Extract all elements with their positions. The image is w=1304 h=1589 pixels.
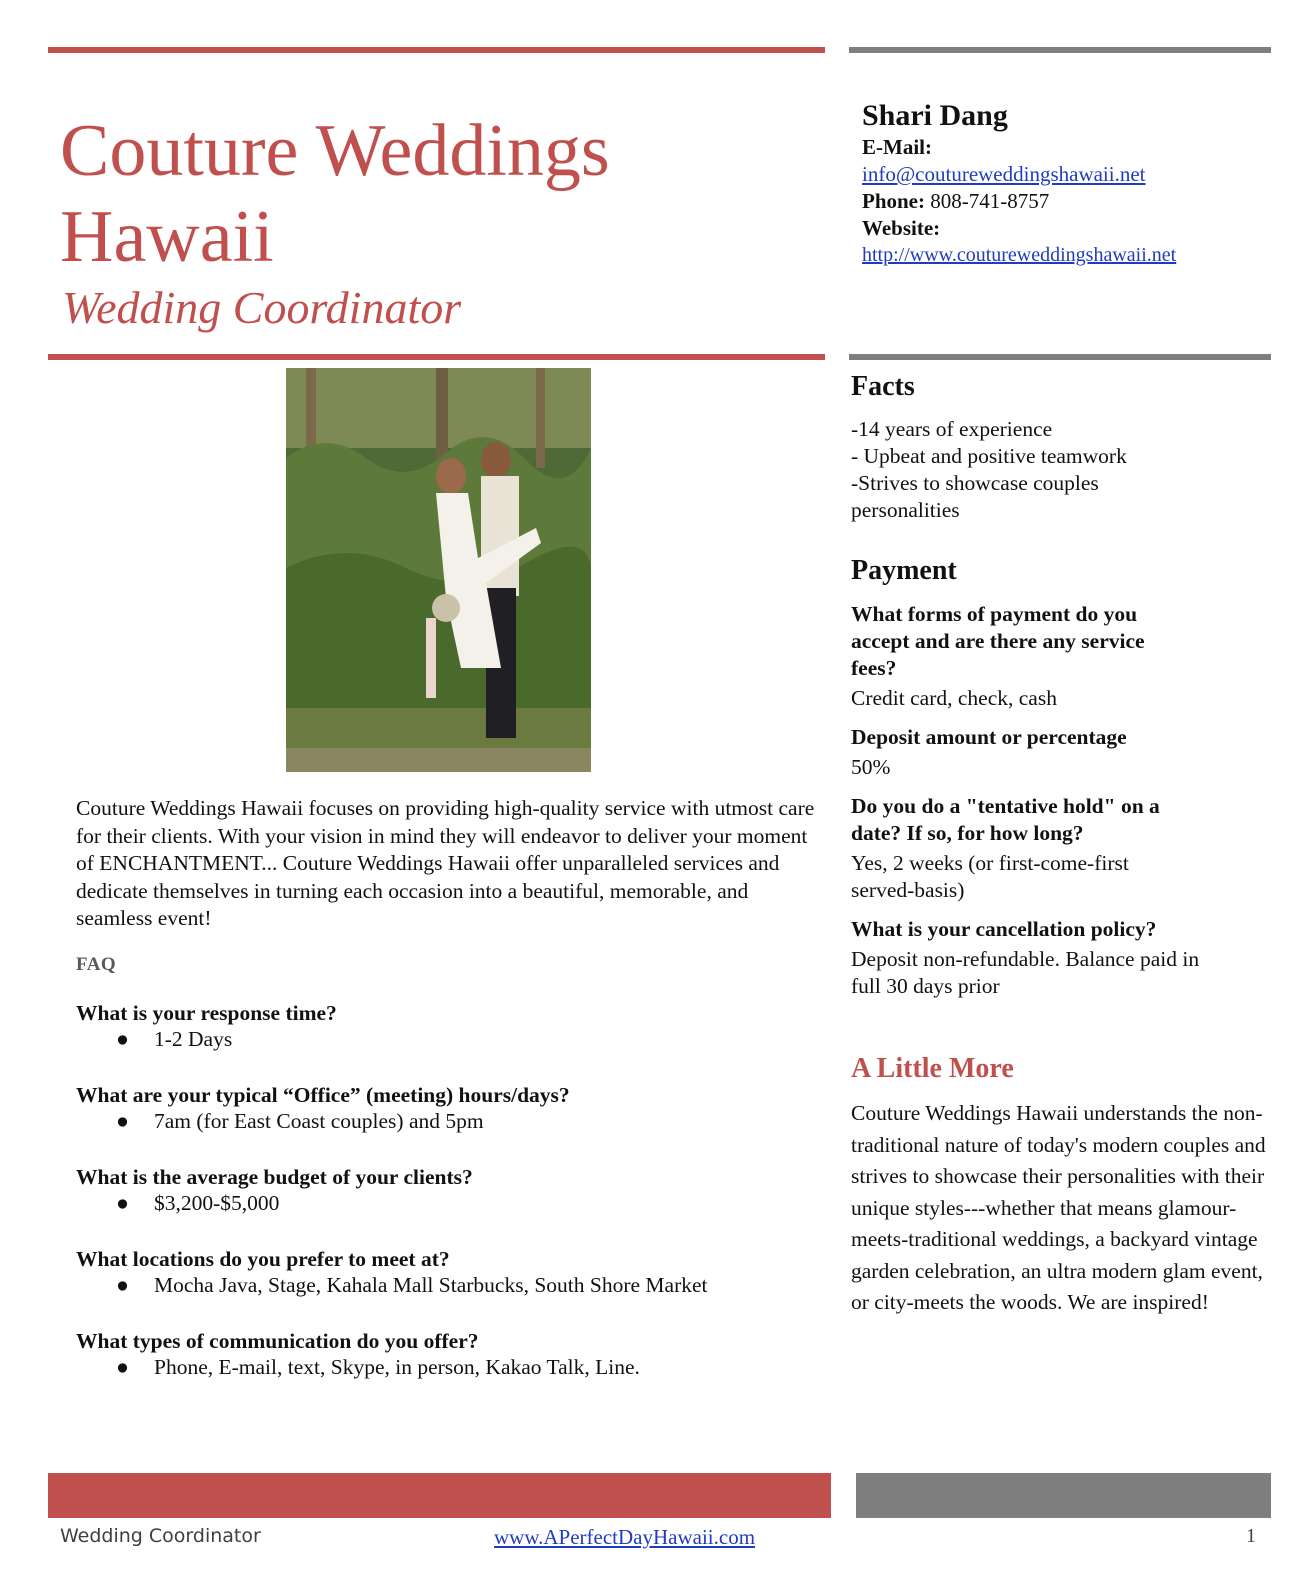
footer-bar-right: [856, 1473, 1271, 1518]
faq-answer-text: 1-2 Days: [154, 1027, 233, 1051]
faq-question: What types of communication do you offer?: [76, 1329, 479, 1353]
contact-block: [862, 98, 1282, 269]
payment-answer: Yes, 2 weeks (or first-come-first served-basis): [851, 851, 1129, 902]
faq-item: [76, 1328, 816, 1410]
fact-line: -14 years of experience: [851, 417, 1053, 441]
bullet-icon: ●: [116, 1109, 129, 1133]
facts-heading: Facts: [851, 371, 915, 402]
bullet-icon: ●: [116, 1191, 129, 1215]
fact-line: - Upbeat and positive teamwork: [851, 444, 1127, 468]
header-rule-right: [849, 47, 1271, 53]
footer-website-link[interactable]: www.APerfectDayHawaii.com: [494, 1525, 756, 1549]
faq-question: What locations do you prefer to meet at?: [76, 1247, 450, 1271]
page-number: 1: [1246, 1525, 1256, 1547]
faq-question: What is the average budget of your clients?: [76, 1165, 473, 1189]
faq-answer-text: 7am (for East Coast couples) and 5pm: [154, 1109, 484, 1133]
payment-list: [851, 601, 1251, 1012]
payment-question: What forms of payment do you accept and are there any service fees?: [851, 602, 1145, 680]
section-rule-left: [48, 354, 825, 360]
bullet-icon: ●: [116, 1355, 129, 1379]
faq-answer-text: $3,200-$5,000: [154, 1191, 280, 1215]
intro-paragraph: Couture Weddings Hawaii focuses on providing high-quality service with utmost care for their clients. With your vision in mind they will endeavor to deliver your moment of ENCHANTMENT... Couture Weddings Hawaii offer unparalleled services and dedicate themselves in turning each occasion into a beautiful, memorable, and seamless event!: [76, 796, 815, 930]
payment-answer: Deposit non-refundable. Balance paid in full 30 days prior: [851, 947, 1200, 998]
faq-answer: [76, 1108, 816, 1135]
payment-question: Do you do a "tentative hold" on a date? If so, for how long?: [851, 794, 1160, 845]
email-link[interactable]: info@coutureweddingshawaii.net: [862, 162, 1146, 186]
header-rule-left: [48, 47, 825, 53]
page-subtitle: Wedding Coordinator: [62, 282, 462, 333]
facts-list: [851, 416, 1261, 524]
faq-list: [76, 1000, 816, 1410]
faq-answer-text: Phone, E-mail, text, Skype, in person, Kakao Talk, Line.: [154, 1355, 640, 1379]
website-label: Website:: [862, 216, 941, 240]
faq-item: [76, 1000, 816, 1082]
page-title: [60, 108, 820, 280]
more-heading: A Little More: [851, 1053, 1014, 1084]
footer-label: Wedding Coordinator: [60, 1525, 261, 1547]
phone-label: Phone:: [862, 189, 925, 213]
bullet-icon: ●: [116, 1027, 129, 1051]
faq-answer: [76, 1026, 816, 1053]
faq-answer: [76, 1354, 816, 1381]
faq-answer: [76, 1272, 816, 1299]
phone-line: [862, 188, 1282, 215]
faq-item: [76, 1164, 816, 1246]
payment-answer: 50%: [851, 755, 891, 779]
faq-heading: FAQ: [76, 954, 117, 975]
faq-answer-text: Mocha Java, Stage, Kahala Mall Starbucks, South Shore Market: [154, 1273, 708, 1297]
faq-question: What is your response time?: [76, 1001, 337, 1025]
couple-photo: [286, 368, 591, 772]
faq-question: What are your typical “Office” (meeting) hours/days?: [76, 1083, 570, 1107]
payment-question: Deposit amount or percentage: [851, 725, 1127, 749]
website-link[interactable]: http://www.coutureweddingshawaii.net: [862, 244, 1177, 266]
payment-answer: Credit card, check, cash: [851, 686, 1057, 710]
section-rule-right: [849, 354, 1271, 360]
title-line-1: Couture Weddings: [60, 110, 610, 192]
faq-item: [76, 1082, 816, 1164]
contact-name: Shari Dang: [862, 99, 1008, 132]
email-label: E-Mail:: [862, 135, 932, 159]
payment-heading: Payment: [851, 555, 957, 586]
footer-bar-left: [48, 1473, 831, 1518]
phone-value: 808-741-8757: [930, 189, 1050, 213]
title-line-2: Hawaii: [60, 196, 274, 278]
bullet-icon: ●: [116, 1273, 129, 1297]
faq-answer: [76, 1190, 816, 1217]
payment-question: What is your cancellation policy?: [851, 917, 1157, 941]
fact-line: -Strives to showcase couples personalities: [851, 471, 1099, 522]
faq-item: [76, 1246, 816, 1328]
more-paragraph: Couture Weddings Hawaii understands the non-traditional nature of today's modern couples and strives to showcase their personalities with their unique styles---whether that means glamour-meets-traditional weddings, a backyard vintage garden celebration, an ultra modern glam event, or city-meets the woods. We are inspired!: [851, 1101, 1266, 1314]
